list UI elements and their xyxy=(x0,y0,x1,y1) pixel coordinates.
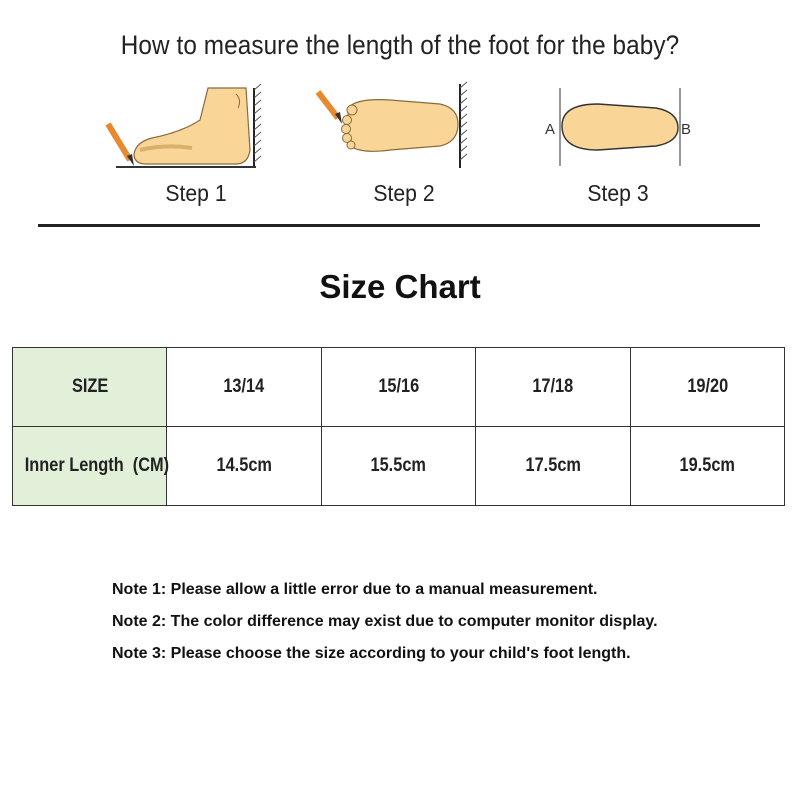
step-3 xyxy=(518,80,718,220)
page-heading: How to measure the length of the foot for the baby? xyxy=(120,30,680,60)
marker-b: B xyxy=(681,121,692,138)
length-cell: 19.5cm xyxy=(630,427,784,506)
foot-side-view-illustration xyxy=(96,80,296,175)
size-cell: 17/18 xyxy=(476,348,630,427)
step-2 xyxy=(300,80,500,220)
note-2: Note 2: The color difference may exist due to computer monitor display. xyxy=(112,613,658,630)
note-3: Note 3: Please choose the size according to your child's foot length. xyxy=(112,645,631,662)
step-2-label: Step 2 xyxy=(373,180,435,206)
size-table xyxy=(12,347,785,506)
size-cell: 15/16 xyxy=(321,348,475,427)
length-cell: 17.5cm xyxy=(476,427,630,506)
row-header-size: SIZE xyxy=(13,348,167,427)
step-1-label: Step 1 xyxy=(165,180,227,206)
length-cell: 15.5cm xyxy=(321,427,475,506)
length-cell: 14.5cm xyxy=(167,427,321,506)
size-cell: 13/14 xyxy=(167,348,321,427)
table-row xyxy=(13,348,785,427)
step-1 xyxy=(96,80,296,220)
foot-top-view-illustration xyxy=(300,80,500,175)
divider-line xyxy=(38,224,760,227)
note-1: Note 1: Please allow a little error due to a manual measurement. xyxy=(112,581,598,598)
marker-a: A xyxy=(545,121,556,138)
table-row xyxy=(13,427,785,506)
chart-title: Size Chart xyxy=(319,268,481,305)
row-header-inner-length: Inner Length (CM) xyxy=(13,427,167,506)
size-cell: 19/20 xyxy=(630,348,784,427)
foot-outline-illustration xyxy=(518,80,718,175)
notes-list xyxy=(112,580,792,676)
step-3-label: Step 3 xyxy=(587,180,649,206)
